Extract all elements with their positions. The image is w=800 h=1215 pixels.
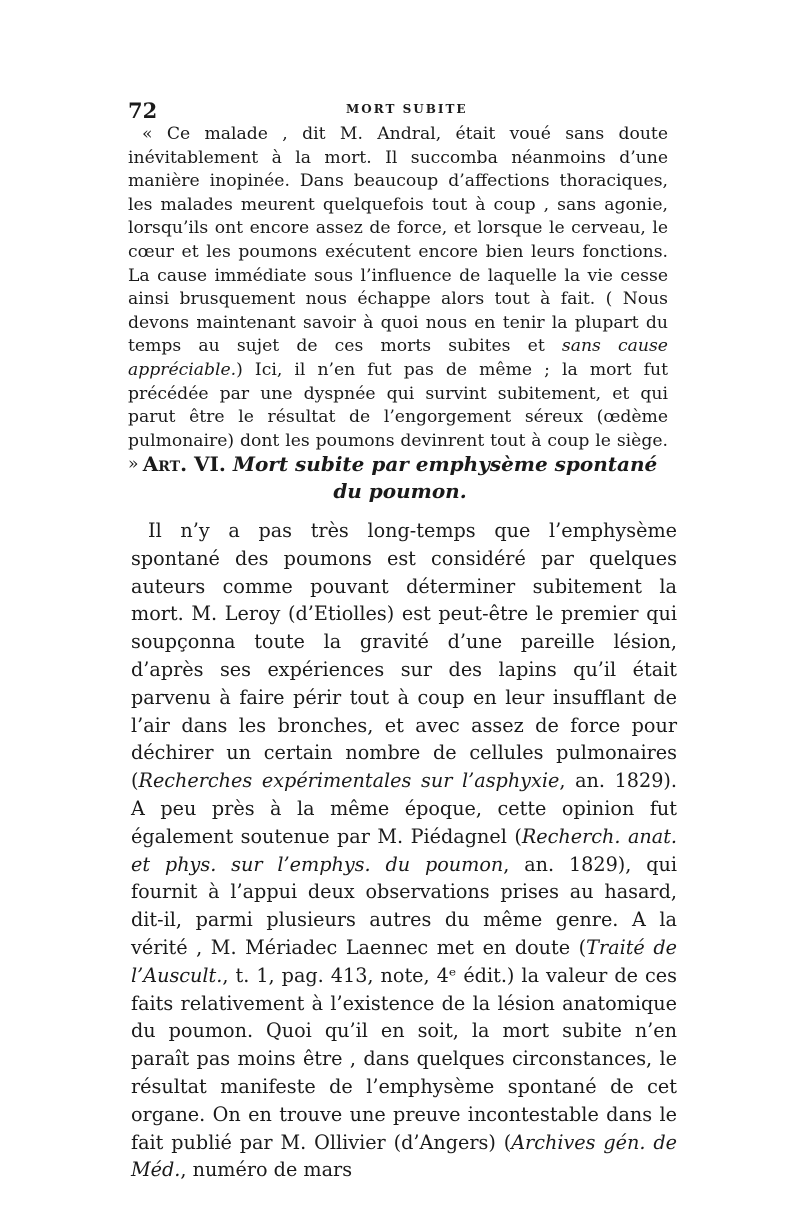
quoted-paragraph [128,123,668,477]
quote-italic-1: sans cause appréciable. [128,336,668,380]
quote-text-1: « Ce malade , dit M. Andral, était voué sans doute inévitablement à la mort. Il succomba néanmoins d’une manière inopinée. Dans beaucoup d’affections thoraciques, les malades meurent quelquefois tout à coup , sans agonie, lorsqu’ils ont encore assez de force, et lorsque le cerveau, le cœur et les poumons exécutent encore bien leurs fonctions. La cause immédiate sous l’influence de laquelle la vie cesse ainsi brusquement nous échappe alors tout à fait. ( Nous devons maintenant savoir à quoi nous en tenir la plupart du temps au sujet de ces morts subites et [128,124,668,357]
body-paragraph [131,517,677,1184]
running-head: MORT SUBITE [346,102,468,116]
page-header [128,98,676,122]
body-text-3: , an. 1829), qui fournit à l’appui deux observations prises au hasard, dit-il, parmi plusieurs autres du même genre. A la vérité , M. Mériadec Laennec met en doute ( [131,852,677,959]
article-label: Art. VI. [142,452,226,476]
quote-text-2: ) Ici, il n’en fut pas de même ; la mort fut précédée par une dyspnée qui survint subitement, et qui parut être le résultat de l’engorgement séreux (œdème pulmonaire) dont les poumons devinrent tout à coup le siège. » [128,359,668,475]
body-italic-4: Archives gén. de Méd. [131,1130,677,1182]
body-text-5: , numéro de mars [180,1158,353,1182]
body-text-2: , an. 1829). A peu près à la même époque, cette opinion fut également soutenue par M. Piédagnel ( [131,769,678,848]
body-text-1: Il n’y a pas très long-temps que l’emphysème spontané des poumons est considéré par quelques auteurs comme pouvant déterminer subitement la mort. M. Leroy (d’Etiolles) est peut-être le premier qui soupçonna toute la gravité d’une pareille lésion, d’après ses expériences sur des lapins qu’il était parvenu à faire périr tout à coup en leur insufflant de l’air dans les bronches, et avec assez de force pour déchirer un certain nombre de cellules pulmonaires ( [131,519,677,793]
article-heading [130,451,670,505]
body-text-4: , t. 1, pag. 413, note, 4ᵉ édit.) la valeur de ces faits relativement à l’existence de la lésion anatomique du poumon. Quoi qu’il en soit, la mort subite n’en paraît pas moins être , dans quelques circonstances, le résultat manifeste de l’emphysème spontané de cet organe. On en trouve une preuve incontestable dans le fait publié par M. Ollivier (d’Angers) ( [131,963,677,1154]
body-italic-1: Recherches expérimentales sur l’asphyxie [138,769,560,793]
body-italic-3: Traité de l’Auscult. [131,935,677,987]
article-title: Mort subite par emphysème spontané du poumon. [232,452,658,503]
body-italic-2: Recherch. anat. et phys. sur l’emphys. du poumon [131,824,677,876]
page-number: 72 [128,98,158,123]
